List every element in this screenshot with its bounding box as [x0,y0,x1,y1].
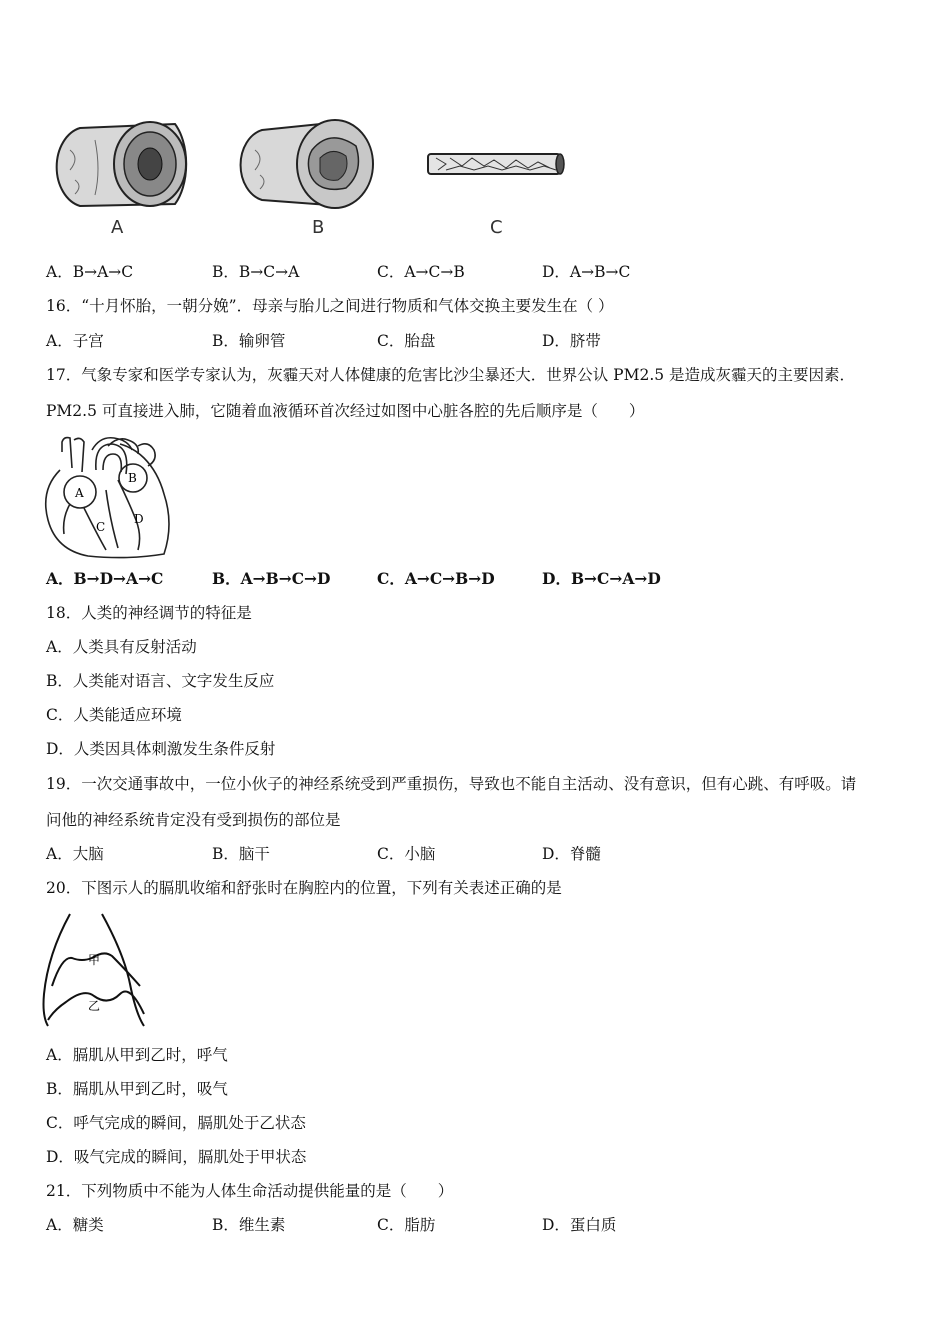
q17-option-a[interactable]: A．B→D→A→C [46,569,164,588]
q20-option-a[interactable]: A．膈肌从甲到乙时，呼气 [46,1046,228,1064]
q15-option-b[interactable]: B．B→C→A [212,263,300,281]
q17-option-d[interactable]: D．B→C→A→D [542,569,661,588]
q17-option-c[interactable]: C．A→C→B→D [377,569,495,588]
q21-stem: 21．下列物质中不能为人体生命活动提供能量的是（ ） [46,1182,454,1200]
heart-label-b: B [128,471,137,485]
q17-option-b[interactable]: B．A→B→C→D [212,569,331,588]
q19-option-b[interactable]: B．脑干 [212,845,270,863]
q19-option-c[interactable]: C．小脑 [377,845,436,863]
q15-option-d[interactable]: D．A→B→C [542,263,631,281]
q21-option-c[interactable]: C．脂肪 [377,1216,436,1234]
q18-option-c[interactable]: C．人类能适应环境 [46,706,182,724]
q18-option-d[interactable]: D．人类因具体刺激发生条件反射 [46,740,276,758]
q16-stem: 16．“十月怀胎，一朝分娩”．母亲与胎儿之间进行物质和气体交换主要发生在（ ） [46,297,614,315]
diaphragm-label-jia: 甲 [88,953,101,967]
heart-label-a: A [75,486,84,500]
q17-stem-line-1: 17．气象专家和医学专家认为，灰霾天对人体健康的危害比沙尘暴还大．世界公认 PM2.5 是造成灰霾天的主要因素． [46,366,856,384]
q20-option-c[interactable]: C．呼气完成的瞬间，膈肌处于乙状态 [46,1114,306,1132]
q16-option-a[interactable]: A．子宫 [46,332,104,350]
q15-option-a[interactable]: A．B→A→C [46,263,134,281]
diaphragm-label-yi: 乙 [88,999,101,1013]
q21-option-a[interactable]: A．糖类 [46,1216,104,1234]
figure-label-a: A [111,217,124,238]
q15-option-c[interactable]: C．A→C→B [377,263,465,281]
heart-label-d: D [134,512,144,526]
q19-stem-line-1: 19．一次交通事故中，一位小伙子的神经系统受到严重损伤，导致也不能自主活动、没有意识，但有心跳、有呼吸。请 [46,775,857,793]
heart-label-c: C [96,520,106,534]
q21-option-b[interactable]: B．维生素 [212,1216,286,1234]
q18-stem: 18．人类的神经调节的特征是 [46,604,252,622]
q18-option-a[interactable]: A．人类具有反射活动 [46,638,197,656]
figure-label-b: B [312,217,325,238]
q20-option-b[interactable]: B．膈肌从甲到乙时，吸气 [46,1080,228,1098]
q21-option-d[interactable]: D．蛋白质 [542,1216,617,1234]
q16-option-c[interactable]: C．胎盘 [377,332,436,350]
q17-stem-line-2: PM2.5 可直接进入肺，它随着血液循环首次经过如图中心脏各腔的先后顺序是（ ） [46,402,645,420]
q18-option-b[interactable]: B．人类能对语言、文字发生反应 [46,672,275,690]
q16-option-d[interactable]: D．脐带 [542,332,601,350]
q16-option-b[interactable]: B．输卵管 [212,332,286,350]
q20-stem: 20．下图示人的膈肌收缩和舒张时在胸腔内的位置，下列有关表述正确的是 [46,879,562,897]
q19-stem-line-2: 问他的神经系统肯定没有受到损伤的部位是 [46,811,341,829]
q19-option-a[interactable]: A．大脑 [46,845,104,863]
q20-option-d[interactable]: D．吸气完成的瞬间，膈肌处于甲状态 [46,1148,307,1166]
q19-option-d[interactable]: D．脊髓 [542,845,601,863]
figure-label-c: C [490,217,503,238]
